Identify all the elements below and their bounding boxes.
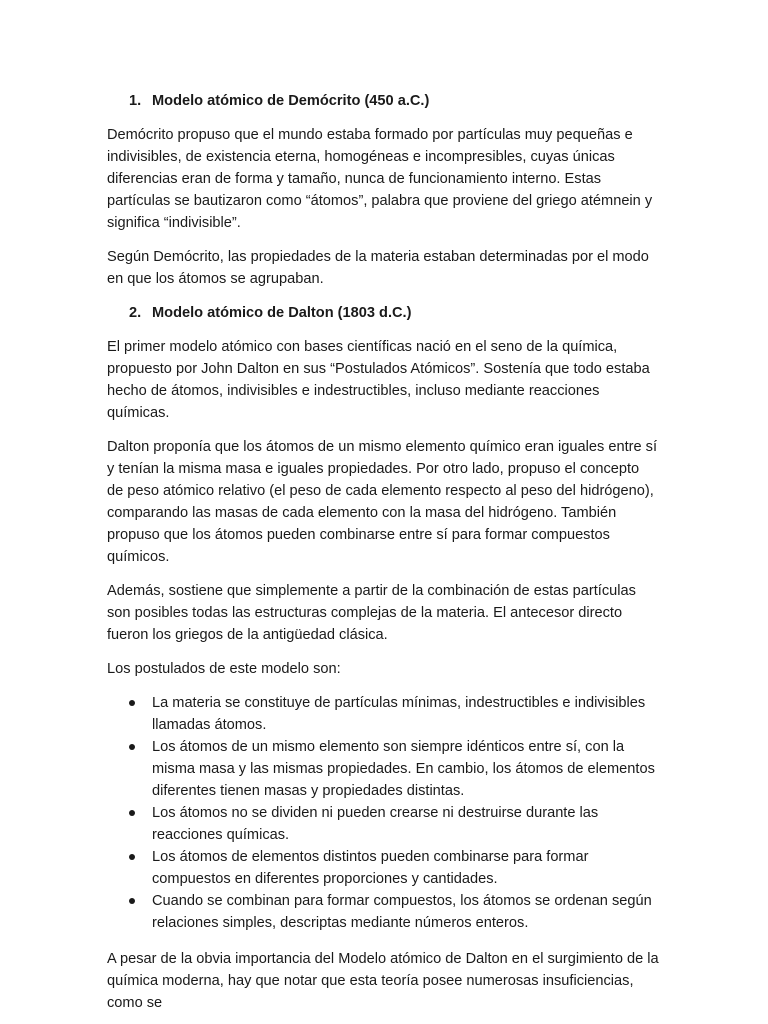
postulate-text: Cuando se combinan para formar compuestos, los átomos se ordenan según relaciones simples, descriptas mediante números enteros. (152, 893, 652, 931)
section-1-number: 1. (129, 93, 142, 109)
postulate-text: Los átomos de un mismo elemento son siempre idénticos entre sí, con la misma masa y las mismas propiedades. En cambio, los átomos de elementos diferentes tienen masas y propiedades distintas. (152, 739, 655, 799)
section-1-title: Modelo atómico de Demócrito (450 a.C.) (152, 93, 430, 109)
list-item (107, 802, 659, 846)
dalton-paragraph-3: Además, sostiene que simplemente a partir de la combinación de estas partículas son posibles todas las estructuras complejas de la materia. El antecesor directo fueron los griegos de la antigüedad clásica. (107, 583, 636, 643)
section-2-heading (107, 302, 659, 324)
postulates-list (107, 692, 659, 934)
postulate-text: Los átomos no se dividen ni pueden crearse ni destruirse durante las reacciones químicas. (152, 805, 599, 843)
list-item (107, 736, 659, 802)
list-item (107, 890, 659, 934)
section-2-number: 2. (129, 305, 142, 321)
dalton-paragraph-1: El primer modelo atómico con bases científicas nació en el seno de la química, propuesto por John Dalton en sus “Postulados Atómicos”. Sostenía que todo estaba hecho de átomos, indivisibles e indestructibles, incluso mediante reacciones químicas. (107, 339, 650, 421)
list-item (107, 692, 659, 736)
section-2-title: Modelo atómico de Dalton (1803 d.C.) (152, 305, 412, 321)
postulates-intro: Los postulados de este modelo son: (107, 661, 341, 677)
democrito-paragraph-1: Demócrito propuso que el mundo estaba formado por partículas muy pequeñas e indivisibles, de existencia eterna, homogéneas e incompresibles, cuyas únicas diferencias eran de forma y tamaño, nunca de funcionamiento interno. Estas partículas se bautizaron como “átomos”, palabra que proviene del griego atémnein y significa “indivisible”. (107, 127, 653, 231)
bullet-icon (129, 898, 135, 904)
bullet-icon (129, 854, 135, 860)
bullet-icon (129, 744, 135, 750)
document-page (107, 0, 659, 1014)
postulate-text: La materia se constituye de partículas mínimas, indestructibles e indivisibles llamadas átomos. (152, 695, 646, 733)
bullet-icon (129, 700, 135, 706)
section-1-heading (107, 90, 659, 112)
dalton-paragraph-2: Dalton proponía que los átomos de un mismo elemento químico eran iguales entre sí y tenían la misma masa e iguales propiedades. Por otro lado, propuso el concepto de peso atómico relativo (el peso de cada elemento respecto al peso del hidrógeno), comparando las masas de cada elemento con la masa del hidrógeno. También propuso que los átomos pueden combinarse entre sí para formar compuestos químicos. (107, 439, 658, 565)
postulate-text: Los átomos de elementos distintos pueden combinarse para formar compuestos en diferentes proporciones y cantidades. (152, 849, 589, 887)
democrito-paragraph-2: Según Demócrito, las propiedades de la materia estaban determinadas por el modo en que los átomos se agrupaban. (107, 249, 649, 287)
bullet-icon (129, 810, 135, 816)
closing-paragraph: A pesar de la obvia importancia del Modelo atómico de Dalton en el surgimiento de la química moderna, hay que notar que esta teoría posee numerosas insuficiencias, como se (107, 951, 659, 1011)
list-item (107, 846, 659, 890)
